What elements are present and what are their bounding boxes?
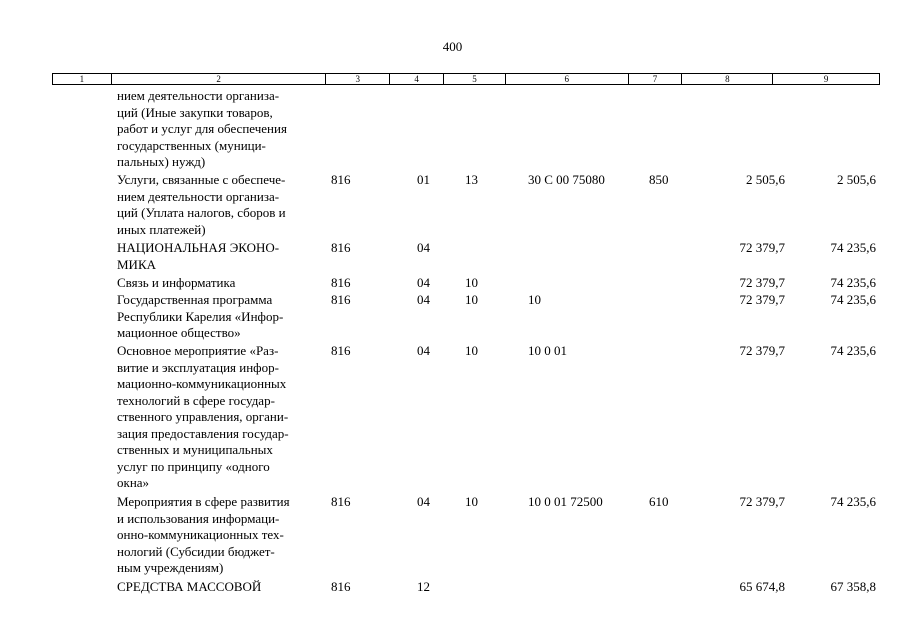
column-header-2: 2 <box>112 74 326 84</box>
cell-target-article: 10 0 01 72500 <box>528 494 603 509</box>
column-header-3: 3 <box>326 74 390 84</box>
column-header-9: 9 <box>823 74 829 84</box>
table-row <box>0 579 905 596</box>
cell-subsection: 10 <box>465 275 478 290</box>
cell-amount-2: 74 235,6 <box>830 494 876 509</box>
table-row <box>0 240 905 275</box>
cell-amount-2: 74 235,6 <box>830 343 876 358</box>
cell-amount-1: 72 379,7 <box>739 494 785 509</box>
table-row <box>0 292 905 343</box>
column-header-5: 5 <box>444 74 506 84</box>
cell-ministry: 816 <box>331 579 351 594</box>
column-header-6: 6 <box>506 74 629 84</box>
cell-section: 04 <box>417 240 430 255</box>
cell-target-article: 30 С 00 75080 <box>528 172 605 187</box>
row-description: Связь и информатика <box>117 275 236 290</box>
cell-subsection: 13 <box>465 172 478 187</box>
table-row <box>0 275 905 292</box>
column-header-1: 1 <box>53 74 112 84</box>
cell-amount-2: 74 235,6 <box>830 292 876 307</box>
column-header-4: 4 <box>390 74 444 84</box>
row-description: Государственная программа Республики Карелия «Инфор- мационное общество» <box>117 292 284 340</box>
cell-amount-2: 2 505,6 <box>837 172 876 187</box>
table-body <box>0 88 905 596</box>
table-row <box>0 172 905 240</box>
cell-ministry: 816 <box>331 275 351 290</box>
cell-section: 04 <box>417 343 430 358</box>
cell-section: 12 <box>417 579 430 594</box>
row-description: СРЕДСТВА МАССОВОЙ <box>117 579 262 594</box>
cell-amount-2: 74 235,6 <box>830 275 876 290</box>
table-row <box>0 494 905 579</box>
cell-target-article: 10 <box>528 292 541 307</box>
cell-section: 04 <box>417 494 430 509</box>
cell-expense-type: 850 <box>649 172 669 187</box>
row-description: Услуги, связанные с обеспече- нием деятельности организа- ций (Уплата налогов, сборов и иных платежей) <box>117 172 286 237</box>
cell-ministry: 816 <box>331 172 351 187</box>
table-row <box>0 343 905 494</box>
cell-ministry: 816 <box>331 343 351 358</box>
cell-section: 04 <box>417 275 430 290</box>
row-description: НАЦИОНАЛЬНАЯ ЭКОНО- МИКА <box>117 240 280 272</box>
column-header-7: 7 <box>629 74 683 84</box>
cell-amount-1: 65 674,8 <box>739 579 785 594</box>
row-description: Основное мероприятие «Раз- витие и эксплуатация инфор- мационно-коммуникационных технологий в сфере государ- ственного управления, органи- зация предоставления государ- ственных и муниципальных услуг по принципу «одного окна» <box>117 343 289 490</box>
table-row <box>0 88 905 172</box>
cell-amount-1: 72 379,7 <box>739 343 785 358</box>
cell-subsection: 10 <box>465 343 478 358</box>
cell-ministry: 816 <box>331 494 351 509</box>
cell-subsection: 10 <box>465 292 478 307</box>
cell-amount-2: 74 235,6 <box>830 240 876 255</box>
row-description: нием деятельности организа- ций (Иные закупки товаров, работ и услуг для обеспечения государственных (муници- пальных) нужд) <box>117 88 287 169</box>
row-description: Мероприятия в сфере развития и использования информаци- онно-коммуникационных тех- нологий (Субсидии бюджет- ным учреждениям) <box>117 494 290 575</box>
page-number: 400 <box>442 39 463 54</box>
cell-amount-1: 72 379,7 <box>739 292 785 307</box>
column-header-8: 8 <box>682 74 773 84</box>
cell-amount-1: 72 379,7 <box>739 240 785 255</box>
cell-amount-1: 2 505,6 <box>746 172 785 187</box>
cell-ministry: 816 <box>331 240 351 255</box>
cell-amount-1: 72 379,7 <box>739 275 785 290</box>
cell-section: 01 <box>417 172 430 187</box>
cell-subsection: 10 <box>465 494 478 509</box>
cell-expense-type: 610 <box>649 494 669 509</box>
cell-amount-2: 67 358,8 <box>830 579 876 594</box>
cell-ministry: 816 <box>331 292 351 307</box>
cell-section: 04 <box>417 292 430 307</box>
cell-target-article: 10 0 01 <box>528 343 567 358</box>
table-header <box>52 73 880 85</box>
